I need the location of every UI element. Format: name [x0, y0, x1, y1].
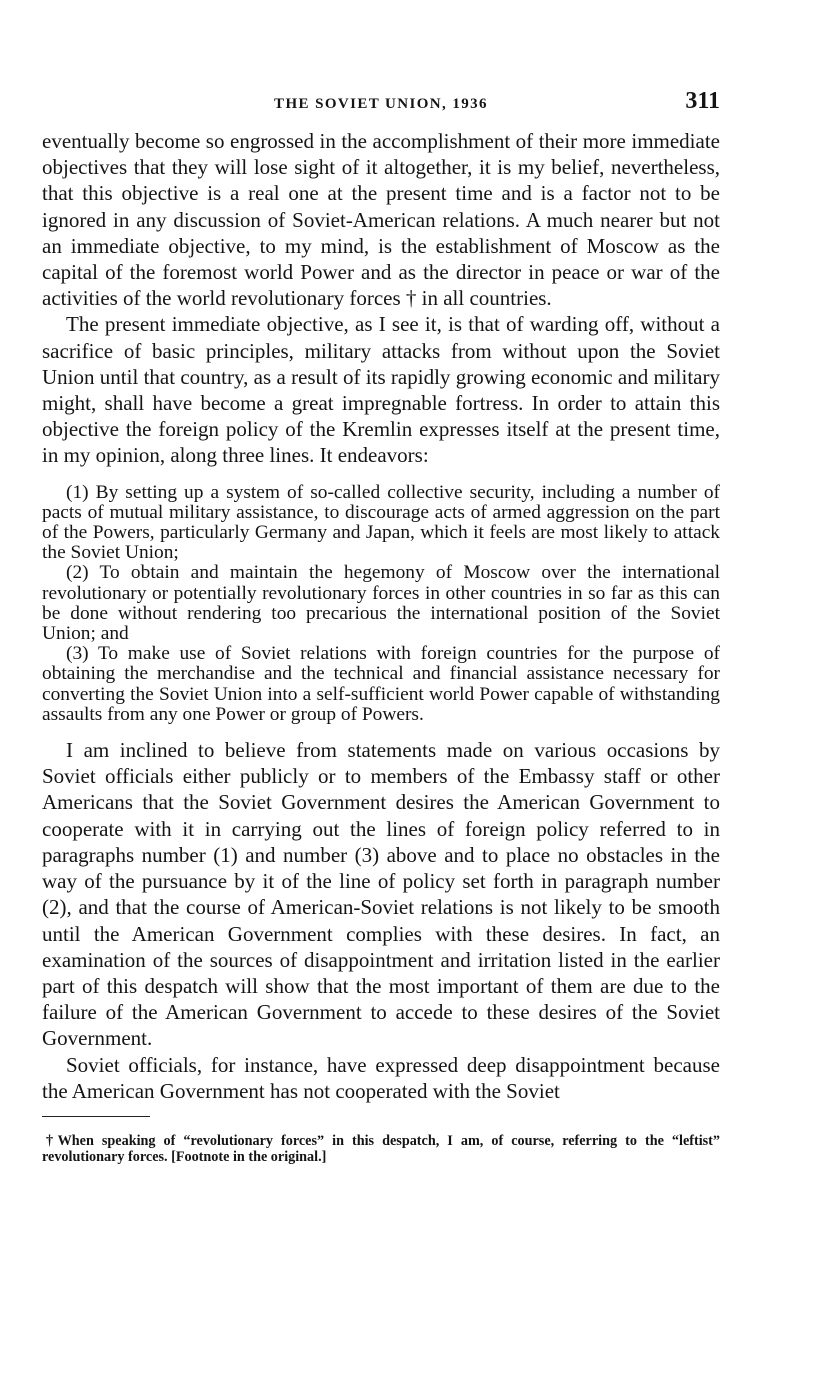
footnote: †When speaking of “revolutionary forces” in this despatch, I am, of course, referring to the “leftist” revolutionary forces. [Footnote in the original.] [42, 1132, 720, 1165]
paragraph-immediate-objective: The present immediate objective, as I see it, is that of warding off, without a sacrifice of basic principles, military attacks from without upon the Soviet Union until that country, as a result of its rapidly growing economic and military might, shall have become a great impregnable fortress. In order to attain this objective the foreign policy of the Kremlin expresses itself at the present time, in my opinion, along three lines. It endeavors: [42, 312, 720, 468]
paragraph-soviet-disappointment: Soviet officials, for instance, have expressed deep disappointment because the American Government has not cooperated with the Soviet [42, 1052, 720, 1103]
running-header [42, 88, 720, 128]
page-number: 311 [685, 88, 720, 114]
paragraph-continued: eventually become so engrossed in the accomplishment of their more immediate objectives that they will lose sight of it altogether, it is my belief, nevertheless, that this objective is a real one at the present time and is a factor not to be ignored in any discussion of Soviet-American relations. A much nearer but not an immediate objective, to my mind, is the establishment of Moscow as the capital of the foremost world Power and as the director in peace or war of the activities of the world revolutionary forces † in all countries. [42, 129, 720, 311]
list-item: (1) By setting up a system of so-called collective security, including a number of pacts of mutual military assistance, to discourage acts of armed aggression on the part of the Powers, particularly Germany and Japan, which it feels are most likely to attack the Soviet Union; [42, 481, 720, 564]
document-page [42, 88, 720, 1165]
running-title: THE SOVIET UNION, 1936 [274, 96, 488, 112]
list-item: (3) To make use of Soviet relations with foreign countries for the purpose of obtaining the merchandise and the technical and financial assistance necessary for converting the Soviet Union into a self-sufficient world Power capable of withstanding assaults from any one Power or group of Powers. [42, 643, 720, 725]
footnote-divider [42, 1116, 150, 1117]
numbered-list [42, 483, 720, 725]
list-item: (2) To obtain and maintain the hegemony of Moscow over the international revolutionary or potentially revolutionary forces in other countries in so far as this can be done without rendering too precarious the international position of the Soviet Union; and [42, 562, 720, 645]
paragraph-american-cooperation: I am inclined to believe from statements made on various occasions by Soviet officials either publicly or to members of the Embassy staff or other Americans that the Soviet Government desires the American Government to cooperate with it in carrying out the lines of foreign policy referred to in paragraphs number (1) and number (3) above and to place no obstacles in the way of the pursuance by it of the line of policy set forth in paragraph number (2), and that the course of American-Soviet relations is not likely to be smooth until the American Government complies with these desires. In fact, an examination of the sources of disappointment and irritation listed in the earlier part of this despatch will show that the most important of them are due to the failure of the American Government to accede to these desires of the Soviet Government. [42, 738, 720, 1051]
